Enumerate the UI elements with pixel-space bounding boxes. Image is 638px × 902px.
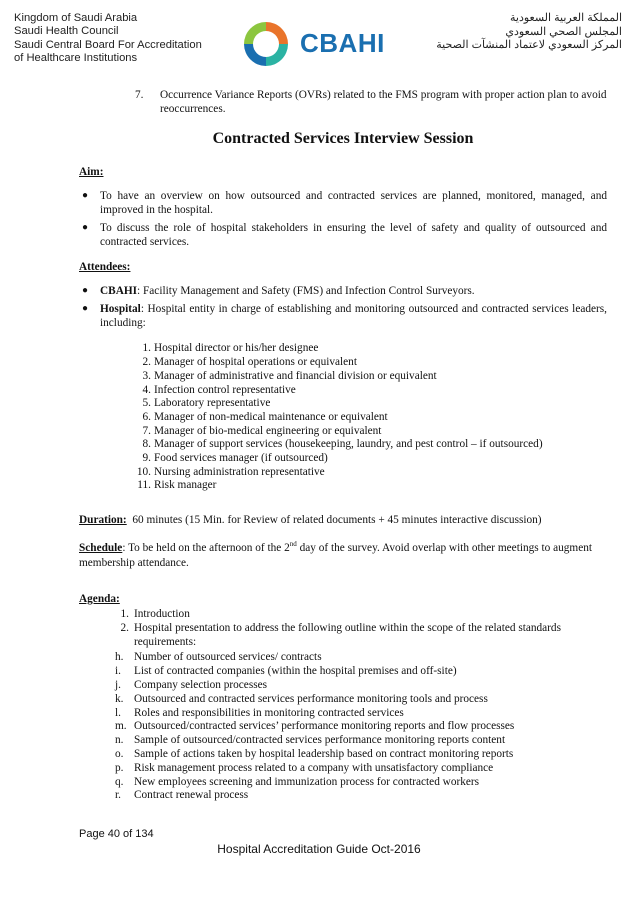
header-right-block-arabic: [436, 12, 622, 53]
duration-section: [79, 513, 607, 527]
hospital-text: : Hospital entity in charge of establishing and monitoring outsourced and contracted services leaders, including:: [100, 303, 607, 330]
list-item: p. Risk management process related to a company with unsatisfactory compliance: [115, 761, 494, 774]
attendee-hospital: [79, 302, 607, 330]
schedule-text-end: day of the survey. Avoid overlap with other meetings to augment membership attendance.: [79, 542, 592, 569]
list-item: 6. Manager of non-medical maintenance or equivalent: [142, 410, 388, 423]
list-item: m. Outsourced/contracted services’ performance monitoring reports and flow processes: [115, 720, 515, 733]
bullet-icon: ●: [82, 222, 89, 234]
list-item: 3. Manager of administrative and financial division or equivalent: [142, 369, 437, 382]
schedule-superscript: nd: [289, 540, 297, 549]
attendees-numbered-list: [79, 342, 607, 493]
list-item: i. List of contracted companies (within the hospital premises and off-site): [115, 665, 457, 678]
intro-item-number: 7.: [135, 89, 144, 101]
list-item: 1. Hospital director or his/her designee: [142, 342, 319, 355]
list-item: k. Outsourced and contracted services performance monitoring tools and process: [115, 692, 488, 705]
aim-bullets: [79, 189, 607, 250]
list-item: 4. Infection control representative: [142, 383, 296, 396]
list-item: r. Contract renewal process: [115, 789, 249, 802]
aim-bullet: ● To discuss the role of hospital stakeholders in ensuring the level of safety and quality of outsourced and contracted services.: [82, 222, 607, 249]
bullet-icon: ●: [82, 189, 89, 201]
list-item: j. Company selection processes: [115, 678, 268, 691]
schedule-label: Schedule: [79, 542, 123, 555]
agenda-list: [79, 608, 607, 649]
list-item: 11. Risk manager: [137, 479, 217, 492]
attendees-label: Attendees:: [79, 260, 131, 273]
list-item: 7. Manager of bio-medical engineering or equivalent: [142, 424, 382, 437]
header-institutions: of Healthcare Institutions: [14, 51, 138, 64]
section-title: Contracted Services Interview Session: [212, 130, 474, 148]
attendees-section: [79, 260, 607, 494]
aim-bullet: ● To have an overview on how outsourced and contracted services are planned, monitored, managed, and improved in the hospital.: [82, 189, 607, 217]
list-item: 10. Nursing administration representative: [136, 465, 325, 478]
duration-text: 60 minutes (15 Min. for Review of related documents + 45 minutes interactive discussion): [132, 514, 542, 527]
agenda-section: [79, 592, 607, 803]
schedule-section: [79, 541, 607, 569]
list-item: h. Number of outsourced services/ contracts: [115, 651, 322, 664]
cbahi-text: : Facility Management and Safety (FMS) and Infection Control Surveyors.: [137, 284, 475, 297]
header-country: Kingdom of Saudi Arabia: [14, 12, 138, 24]
intro-list-item: [79, 88, 607, 116]
schedule-text-start: : To be held on the afternoon of the 2: [122, 542, 290, 555]
agenda-label: Agenda:: [79, 592, 120, 605]
page-content: [79, 88, 607, 803]
page-number: Page 40 of 134: [79, 828, 154, 840]
list-item: 9. Food services manager (if outsourced): [142, 452, 328, 465]
logo-wordmark: CBAHI: [300, 28, 385, 58]
list-item: 1. Introduction: [120, 607, 190, 620]
attendee-cbahi: [79, 284, 607, 298]
list-item: 5. Laboratory representative: [142, 397, 271, 410]
aim-label: Aim:: [79, 165, 104, 178]
header-arabic-line-3: المركز السعودي لاعتماد المنشآت الصحية: [436, 39, 622, 51]
list-item: 2. Hospital presentation to address the following outline within the scope of the related standards requirements:: [120, 621, 561, 648]
duration-label: Duration:: [79, 514, 127, 527]
header-arabic-line-2: المجلس الصحي السعودي: [505, 25, 622, 38]
attendees-bullets: [79, 284, 607, 331]
header-board: Saudi Central Board For Accreditation: [14, 38, 202, 51]
footer-title: Hospital Accreditation Guide Oct-2016: [217, 842, 421, 856]
cbahi-label: CBAHI: [100, 284, 138, 297]
intro-item-text: Occurrence Variance Reports (OVRs) related to the FMS program with proper action plan to avoid reoccurrences.: [160, 89, 607, 116]
hospital-label: Hospital: [100, 303, 141, 316]
list-item: q. New employees screening and immunization process for contracted workers: [115, 775, 480, 788]
bullet-icon: ●: [82, 284, 89, 296]
header-left-block: [14, 12, 202, 65]
list-item: n. Sample of outsourced/contracted services performance monitoring reports content: [115, 734, 506, 747]
agenda-sub-list: [79, 651, 607, 803]
list-item: 8. Manager of support services (housekeeping, laundry, and pest control – if outsourced): [142, 438, 543, 451]
list-item: 2. Manager of hospital operations or equivalent: [142, 356, 357, 369]
aim-section: [79, 165, 607, 250]
bullet-icon: ●: [82, 303, 89, 315]
list-item: o. Sample of actions taken by hospital leadership based on contract monitoring reports: [115, 747, 514, 760]
header-council: Saudi Health Council: [14, 25, 119, 38]
list-item: l. Roles and responsibilities in monitoring contracted services: [115, 706, 404, 719]
header-arabic-line-1: المملكة العربية السعودية: [510, 12, 622, 24]
